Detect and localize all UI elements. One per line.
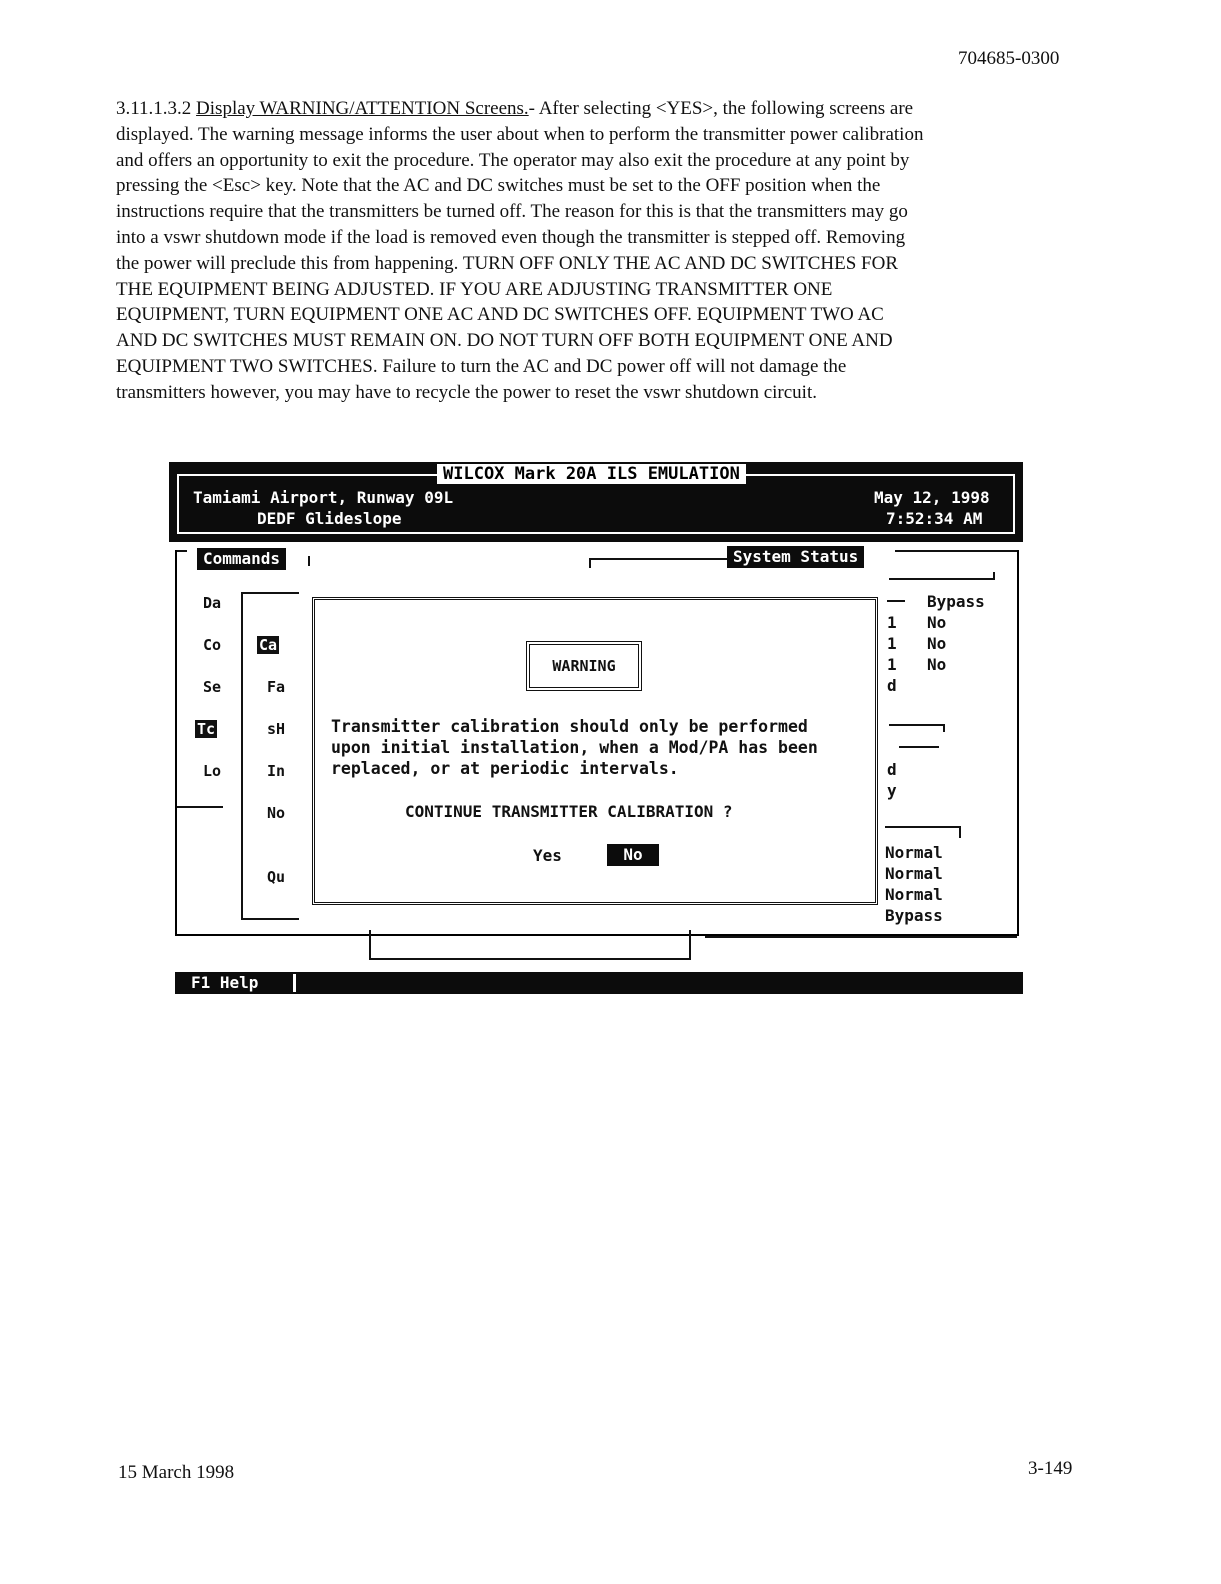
paragraph-line: instructions require that the transmitters be turned off. The reason for this is that the transmitters may go <box>116 201 908 223</box>
help-bar <box>175 972 1023 994</box>
ils-emulation-screen <box>169 462 1027 994</box>
section-heading: Display WARNING/ATTENTION Screens. <box>196 98 529 119</box>
status-stub: 1 <box>887 655 897 674</box>
warning-message-line: Transmitter calibration should only be performed <box>331 717 808 736</box>
status-value: No <box>927 613 947 632</box>
paragraph-line: AND DC SWITCHES MUST REMAIN ON. DO NOT TURN OFF BOTH EQUIPMENT ONE AND <box>116 330 893 352</box>
body-paragraph <box>116 96 1076 406</box>
paragraph-line: the power will preclude this from happening. TURN OFF ONLY THE AC AND DC SWITCHES FOR <box>116 252 898 274</box>
command-item[interactable]: Co <box>203 636 222 654</box>
location-text: Tamiami Airport, Runway 09L <box>193 488 454 507</box>
status-value: Bypass <box>927 592 985 611</box>
footer-page-number: 3-149 <box>1028 1458 1073 1479</box>
paragraph-line: pressing the <Esc> key. Note that the AC and DC switches must be set to the OFF position when the <box>116 175 881 197</box>
command-item[interactable]: Da <box>203 594 222 612</box>
warning-message-line: upon initial installation, when a Mod/PA has been <box>331 738 818 757</box>
facility-text: DEDF Glideslope <box>257 509 402 528</box>
status-stub: y <box>887 781 897 800</box>
yes-button[interactable]: Yes <box>533 846 562 865</box>
continue-question: CONTINUE TRANSMITTER CALIBRATION ? <box>405 802 733 821</box>
command-item[interactable]: No <box>267 804 286 822</box>
command-item-selected[interactable]: Ca <box>259 636 278 654</box>
paragraph-line-1 <box>116 96 1076 122</box>
help-key-label[interactable]: F1 Help <box>191 973 259 992</box>
paragraph-line: into a vswr shutdown mode if the load is removed even though the transmitter is stepped off. Removing <box>116 226 906 248</box>
date-text: May 12, 1998 <box>874 488 990 507</box>
warning-message <box>331 716 871 779</box>
command-item[interactable]: Se <box>203 678 222 696</box>
paragraph-line: displayed. The warning message informs the user about when to perform the transmitter power calibration <box>116 123 924 145</box>
command-item[interactable]: Lo <box>203 762 222 780</box>
status-stub: d <box>887 760 897 779</box>
footer-date: 15 March 1998 <box>118 1462 235 1483</box>
status-value: Bypass <box>885 906 943 925</box>
status-value: Normal <box>885 843 943 862</box>
paragraph-line: and offers an opportunity to exit the procedure. The operator may also exit the procedure at any point by <box>116 149 910 171</box>
section-number: 3.11.1.3.2 <box>116 98 192 119</box>
warning-message-line: replaced, or at periodic intervals. <box>331 759 679 778</box>
command-item-selected[interactable]: Tc <box>197 720 216 738</box>
paragraph-line: EQUIPMENT TWO SWITCHES. Failure to turn the AC and DC power off will not damage the <box>116 355 847 377</box>
system-status-panel-label: System Status <box>727 546 864 568</box>
paragraph-line: THE EQUIPMENT BEING ADJUSTED. IF YOU ARE ADJUSTING TRANSMITTER ONE <box>116 278 833 300</box>
status-value: Normal <box>885 885 943 904</box>
document-number: 704685-0300 <box>958 48 1060 69</box>
paragraph-line: transmitters however, you may have to recycle the power to reset the vswr shutdown circuit. <box>116 381 817 403</box>
paragraph-line-1-rest: - After selecting <YES>, the following screens are <box>528 98 914 119</box>
command-item[interactable]: sH <box>267 720 286 738</box>
warning-dialog <box>312 597 878 905</box>
status-stub: 1 <box>887 613 897 632</box>
status-stub: 1 <box>887 634 897 653</box>
status-stub: d <box>887 676 897 695</box>
command-item[interactable]: Qu <box>267 868 286 886</box>
time-text: 7:52:34 AM <box>886 509 983 528</box>
screen-title-bar <box>169 462 1023 542</box>
command-item[interactable]: Fa <box>267 678 286 696</box>
commands-panel-label: Commands <box>197 548 286 570</box>
screen-title: WILCOX Mark 20A ILS EMULATION <box>437 464 746 484</box>
command-item[interactable]: In <box>267 762 286 780</box>
paragraph-line: EQUIPMENT, TURN EQUIPMENT ONE AC AND DC SWITCHES OFF. EQUIPMENT TWO AC <box>116 304 884 326</box>
warning-title-box: WARNING <box>526 641 642 691</box>
no-button[interactable]: No <box>607 844 659 866</box>
status-value: Normal <box>885 864 943 883</box>
status-value: No <box>927 634 947 653</box>
status-value: No <box>927 655 947 674</box>
